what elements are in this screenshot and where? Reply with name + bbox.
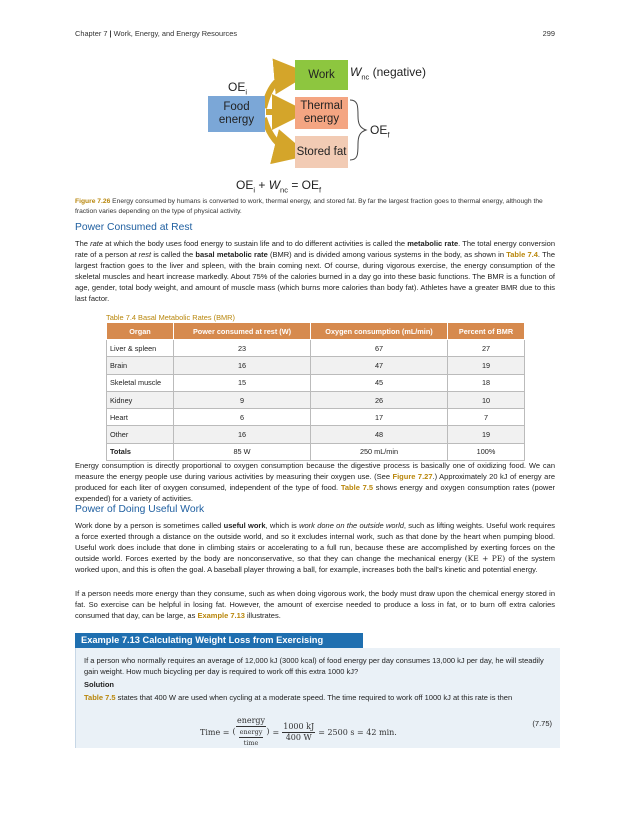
- chapter-label: Chapter 7: [75, 29, 108, 38]
- paragraph-chemical-energy: If a person needs more energy than they consume, such as when doing vigorous work, the body must draw upon the chemical energy stored in fat. So exercise can be helpful in losing fat. However, the amount of exercise needed to produce a loss in fat, or to burn off extra calories consumed that day, can be large, as Example 7.13 illustrates.: [75, 589, 555, 621]
- oe-i-label: $OE_i$: [228, 80, 248, 97]
- paragraph-useful-work: Work done by a person is sometimes called useful work, which is work done on the outside world, such as lifting weights. Useful work requires a force exerted through a distance on the outside world, and so it excludes internal work, such as that done by the heart when pumping blood. Useful work does include that done in climbing stairs or accelerating to a full run, because these are accomplished by exerting forces on the outside world. Forces exerted by the body are nonconservative, so that they can change the mechanical energy (KE + PE) of the system worked upon, and this is often the goal. A baseball player throwing a ball, for example, increases both the ball's kinetic and potential energy.: [75, 521, 556, 575]
- figure-7-27-link[interactable]: Figure 7.27: [392, 472, 433, 482]
- bmr-table: [106, 322, 525, 461]
- col-header: Power consumed at rest (W): [174, 323, 311, 340]
- figure-caption: Figure 7.26 Energy consumed by humans is converted to work, thermal energy, and stored fat. By far the largest fraction goes to thermal energy, although the fraction varies depending on the type of physical activity.: [75, 198, 543, 215]
- food-energy-box: Food energy: [208, 96, 265, 132]
- paragraph-oxygen-consumption: Energy consumption is directly proportional to oxygen consumption because the digestive process is basically one of oxidizing food. We can measure the energy people use during various activities by measuring their oxygen use. (See Figure 7.27.) Approximately 20 kJ of energy are produced for each liter of oxygen consumed, independent of the type of food. Table 7.5 shows energy and oxygen consumption rates (power expended) for a variety of activities.: [75, 461, 555, 504]
- chapter-title: Work, Energy, and Energy Resources: [113, 29, 238, 38]
- table-row: Skeletal muscle 15 45 18: [107, 374, 525, 391]
- example-problem: If a person who normally requires an average of 12,000 kJ (3000 kcal) of food energy per day consumes 13,000 kJ per day, he will steadily gain weight. How much bicycling per day is required to work off this extra 1000 kJ?: [84, 656, 544, 677]
- col-header: Percent of BMR: [448, 323, 525, 340]
- table-row: Kidney 9 26 10: [107, 391, 525, 408]
- energy-conversion-figure: [200, 58, 440, 198]
- table-7-4-link[interactable]: Table 7.4: [506, 250, 538, 260]
- weight-loss-equation: Time = energy ( $\frac{\text{energy}}{\text{time}}$ ) = $\frac{1000 kJ}{400 W}$ = 2500 s = 42 min.: [200, 716, 397, 747]
- figure-label: Figure 7.26: [75, 198, 111, 205]
- page-number: 299: [542, 29, 555, 38]
- heading-power-consumed-at-rest: Power Consumed at Rest: [75, 222, 193, 233]
- page-header: Chapter 7 | Work, Energy, and Energy Resources 299: [75, 29, 555, 38]
- table-7-5-link[interactable]: Table 7.5: [84, 693, 116, 702]
- brace-oef: [350, 100, 366, 160]
- table-row: Brain 16 47 19: [107, 357, 525, 374]
- table-row: Liver & spleen 23 67 27: [107, 340, 525, 357]
- example-title: Example 7.13 Calculating Weight Loss from Exercising: [75, 633, 363, 648]
- table-row: Other 16 48 19: [107, 426, 525, 443]
- table-7-5-link[interactable]: Table 7.5: [340, 483, 373, 493]
- solution-label: Solution: [84, 680, 114, 689]
- heading-power-of-useful-work: Power of Doing Useful Work: [75, 504, 205, 515]
- paragraph-metabolic-rate: The rate at which the body uses food energy to sustain life and to do different activities is called the metabolic rate. The total energy conversion rate of a person at rest is called the basal metabolic rate (BMR) and is divided among various systems in the body, as shown in Table 7.4. The largest fraction goes to the liver and spleen, with the brain coming next. Of course, during vigorous exercise, the energy consumption of the skeletal muscles and heart increase markedly. About 75% of the calories burned in a day go into these basic functions. The BMR is a function of age, gender, total body weight, and amount of muscle mass (which burns more calories than body fat). Athletes have a greater BMR due to this last factor.: [75, 239, 555, 304]
- equation-number: (7.75): [532, 719, 552, 728]
- figure-equation: $OE_i + W_{nc} = OE_f$: [236, 178, 322, 195]
- table-row: Heart 6 17 7: [107, 409, 525, 426]
- table-row-totals: Totals 85 W 250 mL/min 100%: [107, 443, 525, 460]
- arrow-to-fat: [264, 118, 292, 151]
- thermal-energy-box: Thermal energy: [295, 97, 348, 129]
- example-7-13-link[interactable]: Example 7.13: [197, 611, 245, 621]
- wnc-label: $W_{nc}$ (negative): [350, 65, 426, 82]
- arrow-to-work: [264, 75, 292, 108]
- col-header: Oxygen consumption (mL/min): [311, 323, 448, 340]
- col-header: Organ: [107, 323, 174, 340]
- work-box: Work: [295, 60, 348, 90]
- table-caption: Table 7.4 Basal Metabolic Rates (BMR): [106, 313, 235, 322]
- oe-f-label: $OE_f$: [370, 123, 390, 140]
- solution-text: Table 7.5 states that 400 W are used when cycling at a moderate speed. The time required to work off 1000 kJ at this rate is then: [84, 693, 513, 702]
- stored-fat-box: Stored fat: [295, 136, 348, 168]
